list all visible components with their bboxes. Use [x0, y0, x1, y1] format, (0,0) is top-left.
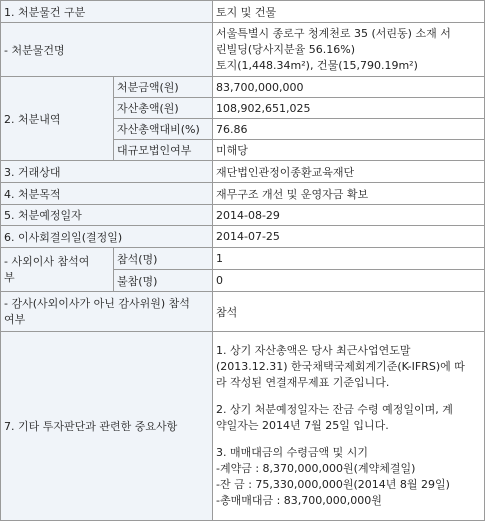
other-matters-line: (2013.12.31) 한국채택국제회계기준(K-IFRS)에 따 — [216, 360, 465, 373]
other-matters-label: 7. 기타 투자판단과 관련한 중요사항 — [1, 332, 213, 521]
other-matters-line: 1. 상기 자산총액은 당사 최근사업연도말 — [216, 344, 411, 357]
scheduled-date-value: 2014-08-29 — [213, 205, 485, 226]
scheduled-date-label: 5. 처분예정일자 — [1, 205, 213, 226]
row-board-date — [1, 226, 485, 248]
counterparty-label: 3. 거래상대 — [1, 161, 213, 183]
total-assets-value: 108,902,651,025 — [213, 98, 485, 119]
board-date-label: 6. 이사회결의일(결정일) — [1, 226, 213, 248]
total-assets-label: 자산총액(원) — [114, 98, 213, 119]
asset-ratio-label: 자산총액대비(%) — [114, 119, 213, 140]
large-corp-label: 대규모법인여부 — [114, 140, 213, 161]
outside-directors-label-line: - 사외이사 참석여 — [4, 254, 90, 268]
purpose-value: 재무구조 개선 및 운영자금 확보 — [213, 183, 485, 205]
disposal-amount-label: 처분금액(원) — [114, 77, 213, 98]
other-matters-line: 3. 매매대금의 수령금액 및 시기 — [216, 446, 368, 459]
absent-label: 불참(명) — [114, 270, 213, 292]
auditor-value: 참석 — [213, 292, 485, 332]
purpose-label: 4. 처분목적 — [1, 183, 213, 205]
attend-value: 1 — [213, 248, 485, 270]
row-auditor — [1, 292, 485, 332]
row-scheduled-date — [1, 205, 485, 226]
object-name-label: - 처분물건명 — [1, 23, 213, 77]
counterparty-value: 재단법인관정이종환교육재단 — [213, 161, 485, 183]
object-name-line: 토지(1,448.34m²), 건물(15,790.19m²) — [216, 58, 418, 72]
outside-directors-label-line: 부 — [4, 270, 15, 284]
other-matters-line: -총매매대금 : 83,700,000,000원 — [216, 494, 382, 507]
row-object-name — [1, 23, 485, 77]
other-matters-line: -계약금 : 8,370,000,000원(계약체결일) — [216, 462, 416, 475]
other-matters-line: 라 작성된 연결재무제표 기준입니다. — [216, 376, 390, 389]
auditor-label-line: - 감사(사외이사가 아닌 감사위원) 참석 — [4, 296, 190, 310]
auditor-label-line: 여부 — [4, 312, 26, 326]
row-outside-directors-attend — [1, 248, 485, 270]
asset-ratio-value: 76.86 — [213, 119, 485, 140]
other-matters-line: 2. 상기 처분예정일자는 잔금 수령 예정일이며, 계 — [216, 403, 453, 416]
disposal-amount-value: 83,700,000,000 — [213, 77, 485, 98]
row-object-type — [1, 1, 485, 23]
row-purpose — [1, 183, 485, 205]
object-name-line: 서울특별시 종로구 청계천로 35 (서린동) 소재 서 — [216, 26, 451, 40]
object-type-label: 1. 처분물건 구분 — [1, 1, 213, 23]
row-other-matters — [1, 332, 485, 521]
other-matters-spacer — [216, 391, 481, 402]
other-matters-spacer — [216, 434, 481, 445]
auditor-label — [1, 292, 213, 332]
other-matters-line: 약일자는 2014년 7월 25일 입니다. — [216, 419, 389, 432]
disposal-details-label: 2. 처분내역 — [1, 77, 114, 161]
object-name-line: 린빌딩(당사지분율 56.16%) — [216, 42, 356, 56]
large-corp-value: 미해당 — [213, 140, 485, 161]
row-counterparty — [1, 161, 485, 183]
object-name-value — [213, 23, 485, 77]
attend-label: 참석(명) — [114, 248, 213, 270]
absent-value: 0 — [213, 270, 485, 292]
outside-directors-label — [1, 248, 114, 292]
row-disposal-amount — [1, 77, 485, 98]
other-matters-line: -잔 금 : 75,330,000,000원(2014년 8월 29일) — [216, 478, 450, 491]
object-type-value: 토지 및 건물 — [213, 1, 485, 23]
other-matters-value — [213, 332, 485, 521]
board-date-value: 2014-07-25 — [213, 226, 485, 248]
